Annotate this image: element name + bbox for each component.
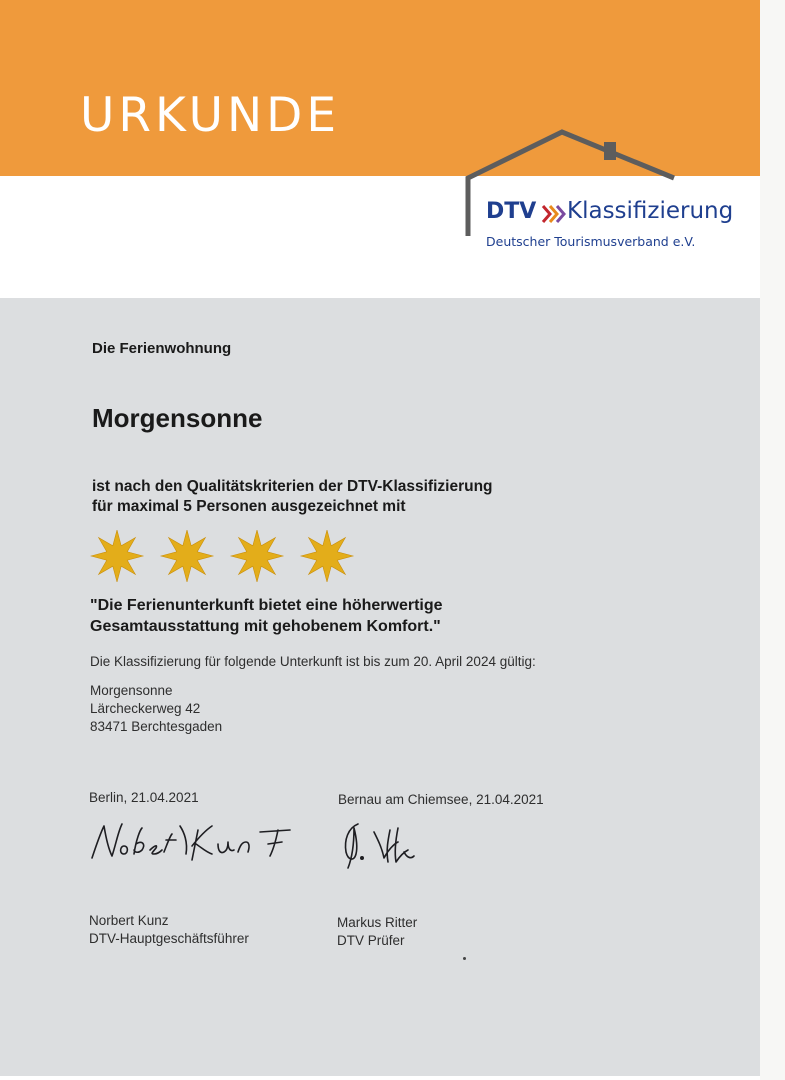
quote-line-1: "Die Ferienunterkunft bietet eine höherwertige [90, 597, 443, 614]
signature-left [88, 818, 303, 864]
star-icon [161, 530, 213, 582]
page-edge [760, 0, 785, 1080]
validity-text: Die Klassifizierung für folgende Unterkunft ist bis zum 20. April 2024 gültig: [90, 654, 536, 669]
right-signatory-name: Markus Ritter [337, 915, 418, 930]
left-signatory-title: DTV-Hauptgeschäftsführer [89, 931, 249, 946]
address-name: Morgensonne [90, 683, 173, 698]
logo-brand-short: DTV [486, 199, 537, 224]
left-signatory-name: Norbert Kunz [89, 913, 169, 928]
statement-line-1: ist nach den Qualitätskriterien der DTV-Klassifizierung [92, 478, 493, 495]
paper-speck [463, 957, 466, 960]
address-city: 83471 Berchtesgaden [90, 719, 223, 734]
certificate-title: URKUNDE [80, 88, 341, 143]
star-icon [91, 530, 143, 582]
intro-text: Die Ferienwohnung [92, 340, 232, 357]
left-place-date: Berlin, 21.04.2021 [89, 790, 199, 805]
chevrons-icon [540, 203, 566, 225]
quote-line-2: Gesamtausstattung mit gehobenem Komfort." [90, 618, 441, 635]
signature-right [338, 818, 418, 870]
right-signatory-title: DTV Prüfer [337, 933, 405, 948]
star-icon [231, 530, 283, 582]
statement-line-2: für maximal 5 Personen ausgezeichnet mit [92, 498, 406, 515]
property-name: Morgensonne [92, 403, 263, 433]
star-icon [301, 530, 353, 582]
logo-organization: Deutscher Tourismusverband e.V. [486, 234, 696, 249]
star-rating [90, 530, 360, 582]
address-street: Lärcheckerweg 42 [90, 701, 201, 716]
logo-brand-name: Klassifizierung [567, 198, 734, 224]
right-place-date: Bernau am Chiemsee, 21.04.2021 [338, 792, 544, 807]
